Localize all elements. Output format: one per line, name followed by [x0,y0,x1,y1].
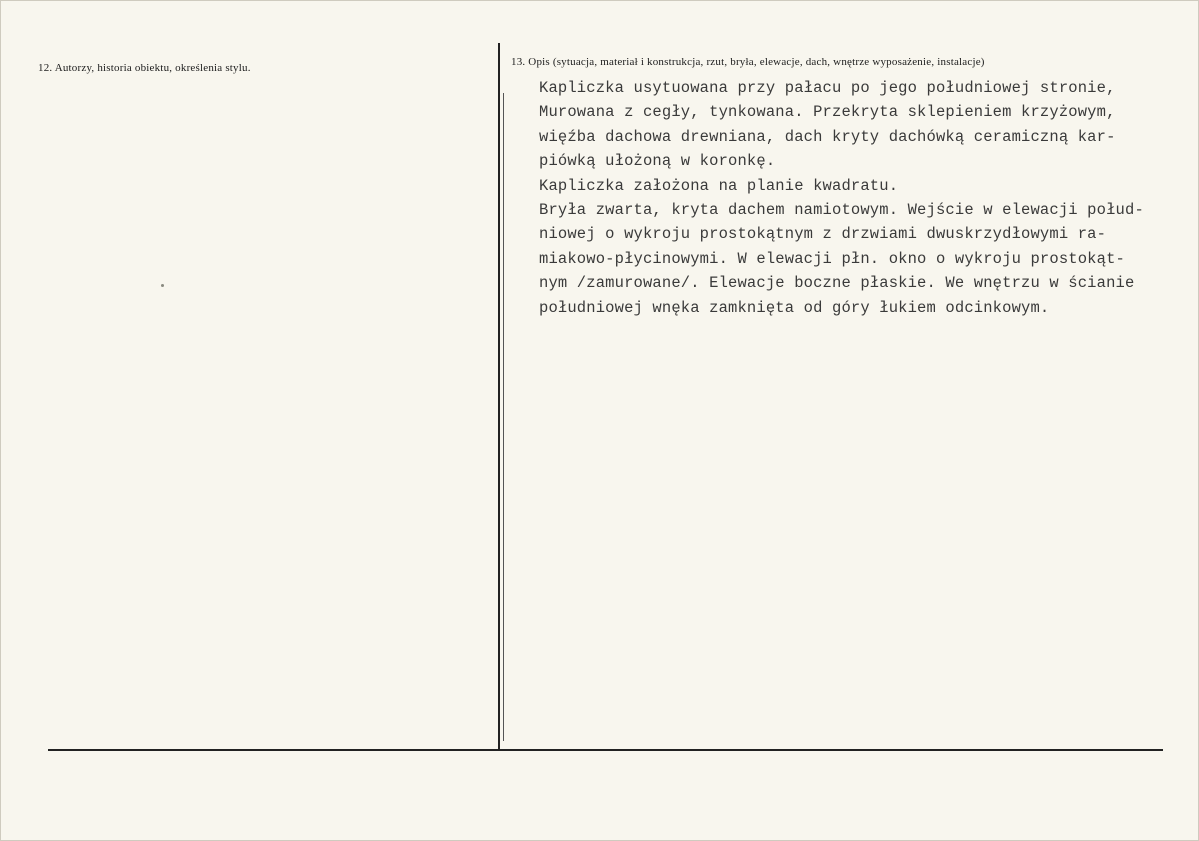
field-12-label: 12. Autorzy, historia obiektu, określenia stylu. [38,62,251,74]
description-line: Kapliczka założona na planie kwadratu. [539,176,899,195]
description-line: nym /zamurowane/. Elewacje boczne płaskie. We wnętrzu w ścianie [539,274,1135,293]
description-line: Bryła zwarta, kryta dachem namiotowym. Wejście w elewacji połud- [539,201,1144,220]
column-divider-inner [503,93,504,741]
paper-speck [161,284,164,287]
column-divider [498,43,500,751]
description-line: więźba dachowa drewniana, dach kryty dachówką ceramiczną kar- [539,127,1116,146]
field-13-label: 13. Opis (sytuacja, materiał i konstrukcja, rzut, bryła, elewacje, dach, wnętrze wyposażenie, instalacje) [511,56,985,68]
description-text [539,76,1169,320]
bottom-rule [48,749,1163,751]
description-line: Murowana z cegły, tynkowana. Przekryta sklepieniem krzyżowym, [539,103,1116,122]
description-line: niowej o wykroju prostokątnym z drzwiami dwuskrzydłowymi ra- [539,225,1107,244]
description-line: Kapliczka usytuowana przy pałacu po jego południowej stronie, [539,79,1116,97]
description-line: piówką ułożoną w koronkę. [539,152,776,171]
description-line: miakowo-płycinowymi. W elewacji płn. okno o wykroju prostokąt- [539,249,1125,268]
description-line: południowej wnęka zamknięta od góry łukiem odcinkowym. [539,298,1050,317]
